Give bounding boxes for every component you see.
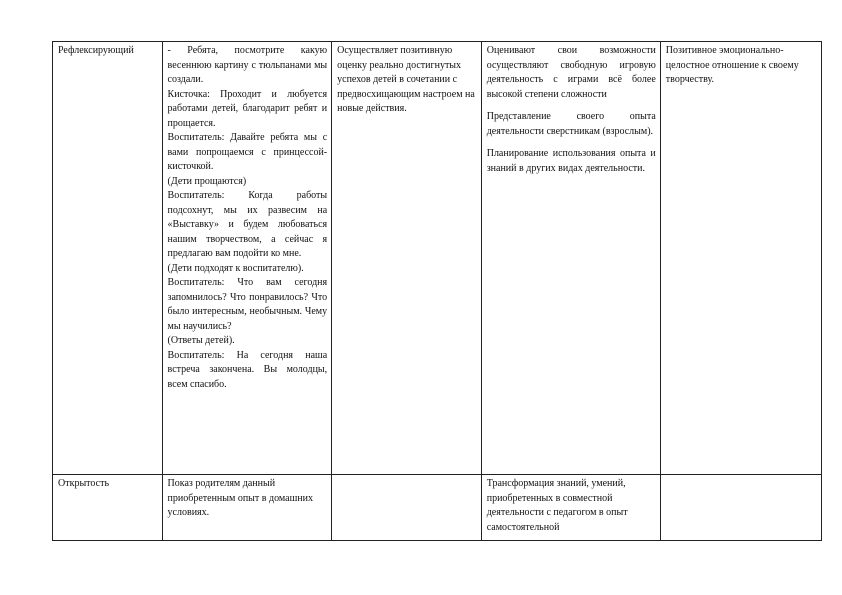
children-activity-cell xyxy=(481,42,660,475)
script-line: (Дети прощаются) xyxy=(167,175,247,187)
teacher-script-cell xyxy=(162,42,332,475)
teacher-activity-cell xyxy=(332,42,482,475)
script-line: (Ответы детей). xyxy=(167,335,235,346)
stage-cell xyxy=(53,42,163,475)
table-row xyxy=(53,475,822,541)
script-line: Воспитатель: Что вам сегодня запомнилось? Что понравилось? Что было интересным, необычным. Чему мы научились? xyxy=(167,277,328,332)
script-line: (Дети подходят к воспитателю). xyxy=(167,262,304,274)
children-activity-text: Представление своего опыта деятельности сверстникам (взрослым). xyxy=(486,111,656,137)
script-line: Кисточка: Проходит и любуется работами детей, благодарит ребят и прощается. xyxy=(167,88,328,129)
teacher-script-cell xyxy=(162,475,332,541)
result-cell xyxy=(660,475,821,541)
result-text: Позитивное эмоционально-целостное отношение к своему творчеству. xyxy=(665,45,799,85)
children-activity-text: Оценивают свои возможности осуществляют свободную игровую деятельность с играми всё более высокой степени сложности xyxy=(486,45,656,100)
script-line: Воспитатель: Когда работы подсохнут, мы их развесим на «Выставку» и будем любоваться нашим творчеством, а сейчас я предлагаю вам подойти ко мне. xyxy=(167,190,328,259)
teacher-activity-text: Осуществляет позитивную оценку реально достигнутых успехов детей в сочетании с предвосхищающим настроем на новые действия. xyxy=(337,45,475,114)
children-activity-cell xyxy=(481,475,660,541)
script-line: Показ родителям данный приобретенным опыт в домашних условиях. xyxy=(167,478,313,518)
script-line: Воспитатель: Давайте ребята мы с вами попрощаемся с принцессой- кисточкой. xyxy=(167,132,328,172)
stage-label: Открытость xyxy=(58,478,110,489)
stage-cell xyxy=(53,475,163,541)
result-cell xyxy=(660,42,821,475)
lesson-stages-table xyxy=(52,41,822,541)
children-activity-text: Трансформация знаний, умений, приобретенных в совместной деятельности с педагогом в опыт самостоятельной xyxy=(486,478,628,533)
table-row xyxy=(53,42,822,475)
script-line: Воспитатель: На сегодня наша встреча закончена. Вы молодцы, всем спасибо. xyxy=(167,349,328,390)
teacher-activity-cell xyxy=(332,475,482,541)
stage-label: Рефлексирующий xyxy=(58,45,134,56)
children-activity-text: Планирование использования опыта и знаний в других видах деятельности. xyxy=(486,148,656,174)
script-line: - Ребята, посмотрите какую весеннюю картину с тюльпанами мы создали. xyxy=(167,45,328,85)
